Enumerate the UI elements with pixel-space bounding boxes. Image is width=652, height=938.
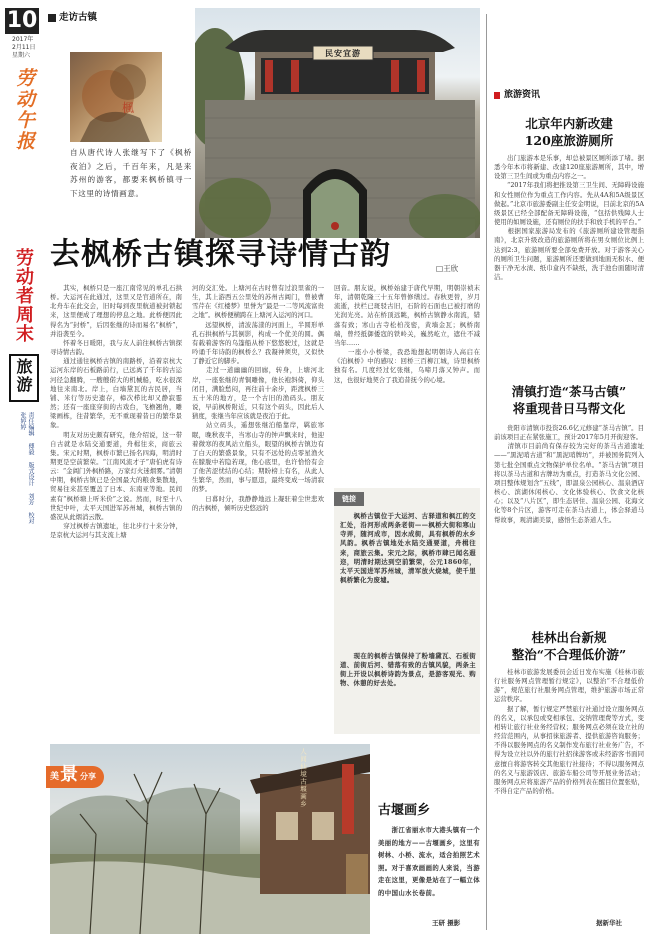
scenery-badge-post: 分享 — [80, 772, 96, 781]
news-3-source: 据新华社 — [596, 919, 622, 927]
news-2-title-1: 清镇打造“茶马古镇” — [511, 384, 627, 399]
section-title: 走访古镇 — [59, 12, 98, 23]
article-column-2: 河的交汇处。上塘河在古时曾有过浪里雀的一生，其上游西五公里处的苏州古阊门，曾被曹雪芹在《红楼梦》里誉为“最是一二等风流富贵之地”。枫桥便横跨在上塘河入运河的河口。 远望枫桥，清波荡漾的河面上，半圆形单孔石拱枫桥与其倒影，构成一个优美的圆。偶有载着游客的乌篷船从桥下悠悠驶过，这就是吟诵千年诗韵的枫桥么？我凝神须臾，又似快了静近它的脚步。 走过一道幽幽的回廊，转身，上塘河北岸，一座张继的青铜雕像，他长袍斜倚，仰头闭目，满脸愁闷，再往前十余步，距渡枫桥三五十米的地方，是一个古旧的渔码头。朋友说，早前枫桥附近，只有这个码头，因此后人猜度，张继当年应该就是夜泊于此。 站立码头，遥想张继泊船靠岸，羁旅寒眠，晚秋夜半，当寒山寺的钟声飘来时，他迎着微寒的夜风站立船头，眼望的枫桥古镇边有了白天的繁盛景象，只有不远处的点零星渔火在朦胧中若隐若现，他心底里，也许恰恰有会了他苦涩忧结的心结；期盼榜上有名，从此人生繁华，然而，事与愿违，最终变成一场清寂的梦。 日暮时分，我静静地远上凝驻着尘世悲欢的古枫桥，倾听历史悠远的 — [192, 284, 324, 512]
news-section-title: 旅游资讯 — [504, 90, 541, 100]
related-tag: 链接 — [334, 492, 364, 506]
issue-year: 2017年 — [12, 36, 34, 43]
scenery-body: 浙江省丽水市大港头镇有一个美丽的地方——古堰画乡，这里有树林、小桥、流水，适合拍照艺术照。对于喜欢画画的人来说，当游走在这里，更像是站在了一幅立体的中国山水长卷前。 — [378, 826, 480, 897]
editor-credits: 责任编辑 傅毅 版式设计 刘芳 校对 张婷婷 — [19, 412, 34, 524]
svg-text:楓: 楓 — [122, 101, 135, 115]
gate-photo — [195, 8, 480, 238]
news-2-title-2: 将重现昔日马帮文化 — [512, 401, 626, 416]
city-gate-illustration — [195, 8, 480, 238]
gate-sign: 民安宜游 — [325, 48, 361, 58]
page-number: 10 — [6, 8, 38, 33]
maple-leaf-icon — [70, 52, 162, 142]
article-headline: 去枫桥古镇探寻诗情古韵 — [50, 237, 391, 272]
scenery-credit: 王研 摄影 — [432, 919, 461, 927]
column-divider — [486, 14, 487, 930]
news-1-title-2: 120座旅游厕所 — [524, 133, 614, 148]
news-3-title-2: 整治“不合理低价游” — [511, 647, 627, 662]
news-3-body: 桂林市旅游发展委员会近日发布实施《桂林市旅行社服务网点管理暂行规定》，以整治“不合理低价游”，规范旅行社服务网点管理，维护旅游市场正常运营秩序。 据了解，暂行规定严禁旅行社通过设立服务网点的名义，以承包或变相承包、交纳管理费等方式，变相转让旅行社业务经营权；服务网点必须在设立社的经营范围内，从事招徕旅游者、提供旅游咨询服务；不得以服务网点的名义制作发布旅行社业务广告，不得为设立社以外的旅行社招徕游客或未经游客书面同意擅自将游客转交其他旅行社接待；不得以服务网点的名义与旅游饭店、旅游车船公司等开展业务活动；服务网点应将旅游产品的价格列表在醒目位置张贴，不得自定产品的价格。 — [494, 668, 644, 796]
maple-photo — [70, 52, 162, 142]
supplement-title: 劳动者周末 — [13, 248, 34, 343]
news-1-title-1: 北京年内新改建 — [525, 116, 613, 131]
issue-weekday: 星期六 — [12, 52, 31, 59]
supplement-subtitle: 旅游 — [14, 358, 33, 394]
article-column-1: 其实，枫桥只是一座江南常见的单孔石拱桥。大运河在此通过，这里又是官道所在，南北舟车在此交会，旧时每到夜里航道被封锁起来，这里便成了理想的停息之地。此桥便因此得名为“封桥”，后因张继的诗而易名“枫桥”，并沿袭至今。 怀着冬日暖阳，我与友人前往枫桥古镇探寻诗情古韵。 通过通往枫桥古镇的南路桥，沿着京杭大运河东岸的石板路前行，已远离了千年的古运河径急翻腾，一艘艘偌大的机械船，吃水很深地往来南北。岸上，白墙黛瓦的古民居，当铺、米行等历史遗存，樟次栉比却又静寂霎然；还有一座座穿街的古戏台，飞檐翘角，雕梁画栋，往昔繁华，无不重现着昔日的繁华景象。 明友对历史颇有研究，他介绍说，这一带自古就是水陆交通要道，舟楫往来，商旅云集。宋元时期，枫桥市繁已扬名四海，明清时期更是空前繁荣。“江南风流才子”唐伯虎有诗云：“金阊门外枫桥路，万家灯火迷烟雾。”清朝中期，枫桥古镇已是全国最大的粮食集散地，贸易往来甚至覆盖了日本、东南亚等地。民间素有“枫桥塘上听米价”之说。然而，时至十八世纪中叶，太平天国进军苏州城，枫桥古镇的盛况从此烟消云散。 穿过枫桥古镇遗址，往北步行十来分钟，是京杭大运河与其支流上塘 — [50, 284, 182, 540]
scenery-title: 古堰画乡 — [378, 803, 431, 818]
scenery-sign: 人间仙境古堰画乡 — [299, 748, 307, 808]
section-marker — [48, 14, 56, 22]
news-1-body: 出门旅游本是乐事，却总被景区厕所添了堵。据悉今年本市将新建、改建120座旅游厕所，其中，增设第三卫生间或为重点内容之一。 “2017年我们将把推设第三卫生间、无障碍设施和女性厕位作为重点工作内容。先从4A和5A级景区做起。”北京市旅游委副主任安金明说，目前北京的5A级景区已经全部配备无障碍设施，“包括供残障人士使用的如厕设施，还有厕位的扶手和放手机的平台。” 根据国家旅游局发布的《旅游厕所建设管理指南》，北京升级改造的旅游厕所将在男女厕位比例上达到2:3，旅游厕所要全部免费开放。对于游客关心的厕所卫生问题，旅游厕所还要做到地面无积水、便器干净无水渍、纸巾盒内不缺纸，洗手池台面随时清洁。 — [494, 154, 644, 282]
related-text-2: 现在的枫桥古镇保持了粉墙黛瓦、石板街道、前街后河、错落有致的古镇风貌，两条主街上开设以枫桥诗韵为景点，是游客观光、购物、休憩的好去处。 — [340, 652, 476, 688]
scenery-badge-pre: 美 — [50, 772, 60, 782]
article-column-3: 回音。朋友说，枫桥始建于唐代早期，明朝崇祯末年，清朝乾隆三十五年曾修缮过。春秋更替，岁月流逝，扶栏已斑驳古旧，石阶的石面也已被打磨的光润光亮。站在桥顶远眺，枫桥古镇静水南流，错落有致；寒山古寺松柏茂密，黄墙金瓦；枫桥南端，曾经抵御倭寇的铁岭关，巍然屹立，遮仕不减当年…… 一座小小桥梁，我恐地想起明朝诗人高启在《泊枫桥》中的感叹：回桥三百柳江城，诗里枫桥独有名。几度经过忆张继，乌啼月落又钟声。而这，也很好地契合了我追昔抚今的心境。 — [334, 284, 480, 384]
news-2-body: 贵阳市清镇市投资26.6亿元修建“茶马古镇”。目前该项目正在紧张施工，预计2017年5月开街迎客。 清镇市目前尚有保存较为完好的茶马古道遗址——“黑泥哨古道”和“黑泥哨牌坊”，并被国务院列入第七批全国重点文物保护单位名单。“茶马古镇”项目将以茶马古道和古牌坊为重点，打造茶马文化公园、项目整体规划含“五线”，即温泉公园核心、温泉酒店核心、滨湖休闲核心、文化体验核心、饮食文化核心；以及“八片区”，即生态居住、温泉公园、花海文化等8个片区，游客可走在茶马古道上，体会驿道马帮故事，观清湖美景，感悟生态茶道人生。 — [494, 424, 644, 524]
newspaper-logo: 劳动午报 — [13, 68, 35, 152]
news-section-marker — [494, 92, 500, 99]
photo-caption: 自从唐代诗人张继写下了《枫桥夜泊》之后，千百年来，凡是来苏州的游客，都要来枫桥镇寻一下这里的诗情画意。 — [70, 148, 192, 198]
related-text-1: 枫桥古镇位于大运河、古驿道和枫江的交汇处，沿河形成两条老街——枫桥大街和寒山寺弄，随河成市，因水成街，具有枫桥的水乡风韵。枫桥古镇地处水陆交通要道，舟楫往来，商旅云集。宋元之际，枫桥市肆已闻名遐迩，明清时期达到空前繁荣，公元1860年，太平天国进军苏州城，清军放火烧城，使千里枫桥繁化为废墟。 — [340, 512, 476, 585]
news-3-title-1: 桂林出台新规 — [531, 630, 607, 645]
article-author: □王欣 — [436, 264, 459, 273]
issue-date: 2月11日 — [12, 44, 36, 51]
scenery-badge-main: 景 — [60, 764, 78, 785]
